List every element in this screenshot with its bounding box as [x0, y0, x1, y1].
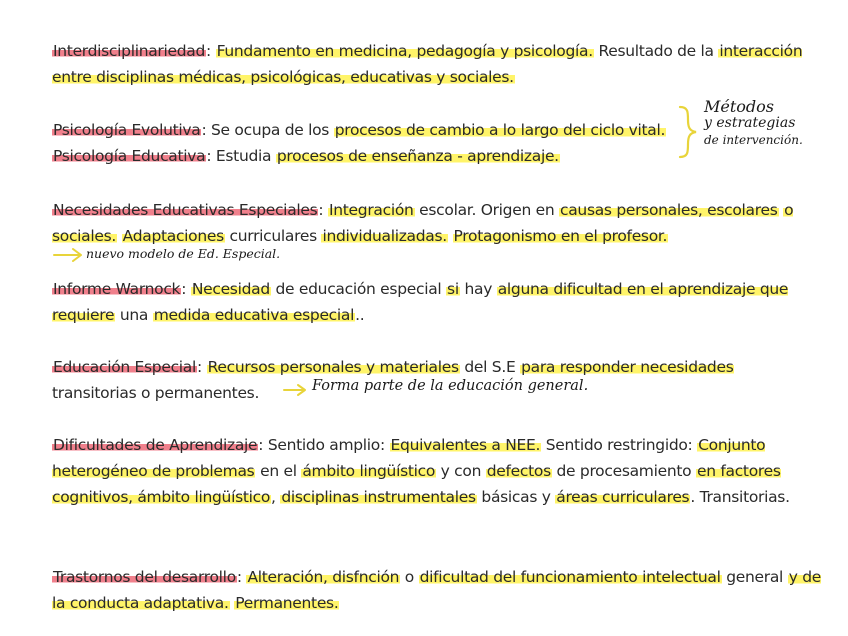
- highlight-text: en factores cognitivos, ámbito lingüístico: [52, 462, 781, 506]
- arrow-right-icon: [52, 246, 84, 264]
- block-dificultades: [52, 432, 822, 510]
- plain-text: del S.E: [459, 358, 521, 376]
- highlight-text: Protagonismo en el profesor.: [453, 227, 668, 245]
- highlight-text: causas personales, escolares: [560, 201, 778, 219]
- highlight-text: Equivalentes a NEE.: [390, 436, 541, 454]
- plain-text: [117, 227, 122, 245]
- highlight-text: alguna dificultad en el aprendizaje que requiere: [52, 280, 789, 324]
- highlight-text: procesos de cambio a lo largo del ciclo vital.: [334, 121, 666, 139]
- plain-text: general: [721, 568, 788, 586]
- plain-text: . Transitorias.: [690, 488, 790, 506]
- block-interdisciplinariedad: [52, 38, 822, 90]
- term-educacion-especial: Educación Especial: [53, 358, 197, 376]
- separator: :: [181, 280, 191, 298]
- highlight-text: Adaptaciones: [122, 227, 224, 245]
- plain-text: de procesamiento: [551, 462, 696, 480]
- highlight-text: para responder necesidades: [521, 358, 734, 376]
- note-nuevo-modelo: nuevo modelo de Ed. Especial.: [86, 246, 281, 261]
- highlight-text: ámbito lingüístico: [302, 462, 436, 480]
- highlight-text: Necesidad: [191, 280, 270, 298]
- term-warnock: Informe Warnock: [53, 280, 181, 298]
- block-trastornos: [52, 564, 822, 616]
- plain-text: hay: [459, 280, 497, 298]
- plain-text: [448, 227, 453, 245]
- highlight-text: defectos: [486, 462, 551, 480]
- term-nee: Necesidades Educativas Especiales: [53, 201, 318, 219]
- separator: :: [318, 201, 328, 219]
- plain-text: : Estudia: [206, 147, 276, 165]
- arrow-right-icon: [282, 382, 308, 398]
- highlight-text: Alteración, disfnción: [247, 568, 400, 586]
- plain-text: ,: [271, 488, 281, 506]
- term-dificultades: Dificultades de Aprendizaje: [53, 436, 258, 454]
- term-trastornos: Trastornos del desarrollo: [53, 568, 236, 586]
- term-interdisciplinariedad: Interdisciplinariedad: [53, 42, 206, 60]
- highlight-text: y de la conducta adaptativa.: [52, 568, 821, 612]
- plain-text: ..: [355, 306, 365, 324]
- highlight-text: dificultad del funcionamiento intelectual: [419, 568, 721, 586]
- highlight-text: interacción entre disciplinas médicas, psicológicas, educativas y sociales.: [52, 42, 803, 86]
- highlight-text: si: [447, 280, 459, 298]
- highlight-text: disciplinas instrumentales: [281, 488, 476, 506]
- highlight-text: o sociales.: [52, 201, 794, 245]
- plain-text: transitorias o permanentes.: [52, 384, 260, 402]
- note-metodos-line1: Métodos: [704, 97, 774, 116]
- highlight-text: Conjunto heterogéneo de problemas: [52, 436, 766, 480]
- note-metodos: [704, 98, 803, 149]
- highlight-text: Permanentes.: [235, 594, 339, 612]
- separator: :: [206, 42, 216, 60]
- plain-text: y con: [436, 462, 486, 480]
- plain-text: Sentido restringido:: [541, 436, 698, 454]
- highlight-text: Integración: [328, 201, 414, 219]
- separator: :: [236, 568, 247, 586]
- plain-text: : Se ocupa de los: [201, 121, 334, 139]
- plain-text: en el: [255, 462, 302, 480]
- plain-text: básicas y: [476, 488, 556, 506]
- highlight-text: Fundamento en medicina, pedagogía y psicología.: [216, 42, 593, 60]
- highlight-text: individualizadas.: [322, 227, 447, 245]
- plain-text: Resultado de la: [593, 42, 719, 60]
- highlight-text: áreas curriculares: [556, 488, 690, 506]
- plain-text: escolar. Origen en: [414, 201, 559, 219]
- term-psicologia-educativa: Psicología Educativa: [53, 147, 206, 165]
- note-metodos-line2: y estrategias: [704, 115, 796, 131]
- block-nee: [52, 197, 822, 249]
- highlight-text: procesos de enseñanza - aprendizaje.: [276, 147, 559, 165]
- note-metodos-line3: de intervención.: [704, 133, 803, 147]
- plain-text: o: [400, 568, 419, 586]
- brace-icon: [676, 104, 700, 160]
- note-forma-parte: Forma parte de la educación general.: [312, 378, 589, 394]
- plain-text: una: [115, 306, 153, 324]
- plain-text: de educación especial: [270, 280, 447, 298]
- term-psicologia-evolutiva: Psicología Evolutiva: [53, 121, 201, 139]
- separator: :: [197, 358, 207, 376]
- plain-text: curriculares: [224, 227, 322, 245]
- highlight-text: medida educativa especial: [153, 306, 355, 324]
- plain-text: : Sentido amplio:: [258, 436, 390, 454]
- highlight-text: Recursos personales y materiales: [207, 358, 459, 376]
- block-warnock: [52, 276, 822, 328]
